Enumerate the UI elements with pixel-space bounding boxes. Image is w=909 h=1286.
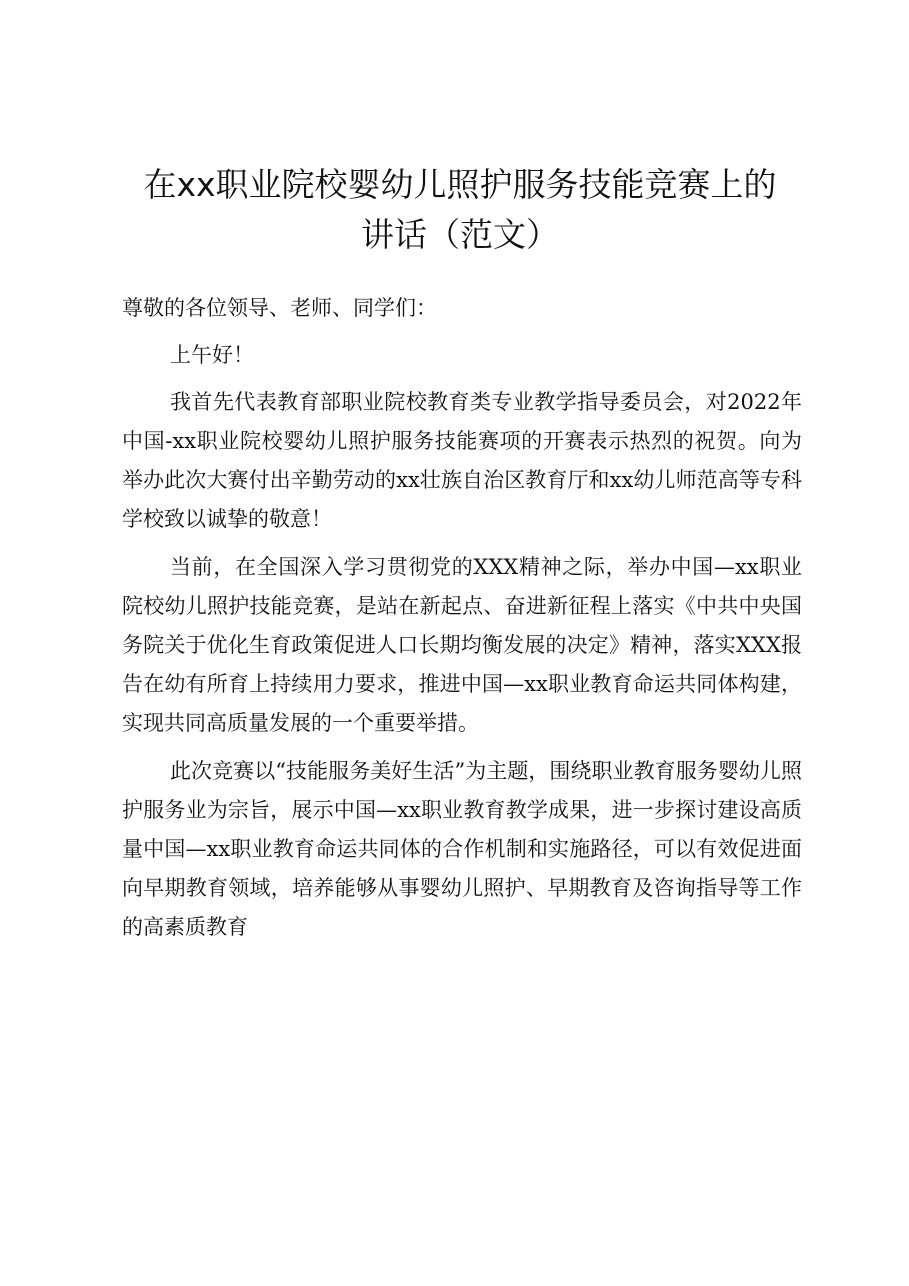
title-line-2: 讲话（范文） [361, 215, 559, 254]
salutation: 尊敬的各位领导、老师、同学们： [122, 296, 437, 320]
greeting: 上午好！ [170, 343, 254, 367]
document-title [120, 160, 800, 260]
paragraph: 我首先代表教育部职业院校教育类专业教学指导委员会，对2022年中国-xx职业院校婴幼儿照护服务技能赛项的开赛表示热烈的祝贺。向为举办此次大赛付出辛勤劳动的xx壮族自治区教育厅和xx幼儿师范高等专科学校致以诚挚的敬意！ [122, 390, 802, 531]
paragraph: 此次竞赛以“技能服务美好生活”为主题，围绕职业教育服务婴幼儿照护服务业为宗旨，展示中国—xx职业教育教学成果，进一步探讨建设高质量中国—xx职业教育命运共同体的合作机制和实施路径，可以有效促进面向早期教育领域，培养能够从事婴幼儿照护、早期教育及咨询指导等工作的高素质教育 [122, 759, 802, 939]
paragraph: 当前，在全国深入学习贯彻党的XXX精神之际，举办中国—xx职业院校幼儿照护技能竞赛，是站在新起点、奋进新征程上落实《中共中央国务院关于优化生育政策促进人口长期均衡发展的决定》精神，落实XXX报告在幼有所育上持续用力要求，推进中国—xx职业教育命运共同体构建，实现共同高质量发展的一个重要举措。 [122, 555, 802, 735]
title-line-1: 在xx职业院校婴幼儿照护服务技能竞赛上的 [143, 165, 777, 204]
document-body [122, 289, 802, 956]
